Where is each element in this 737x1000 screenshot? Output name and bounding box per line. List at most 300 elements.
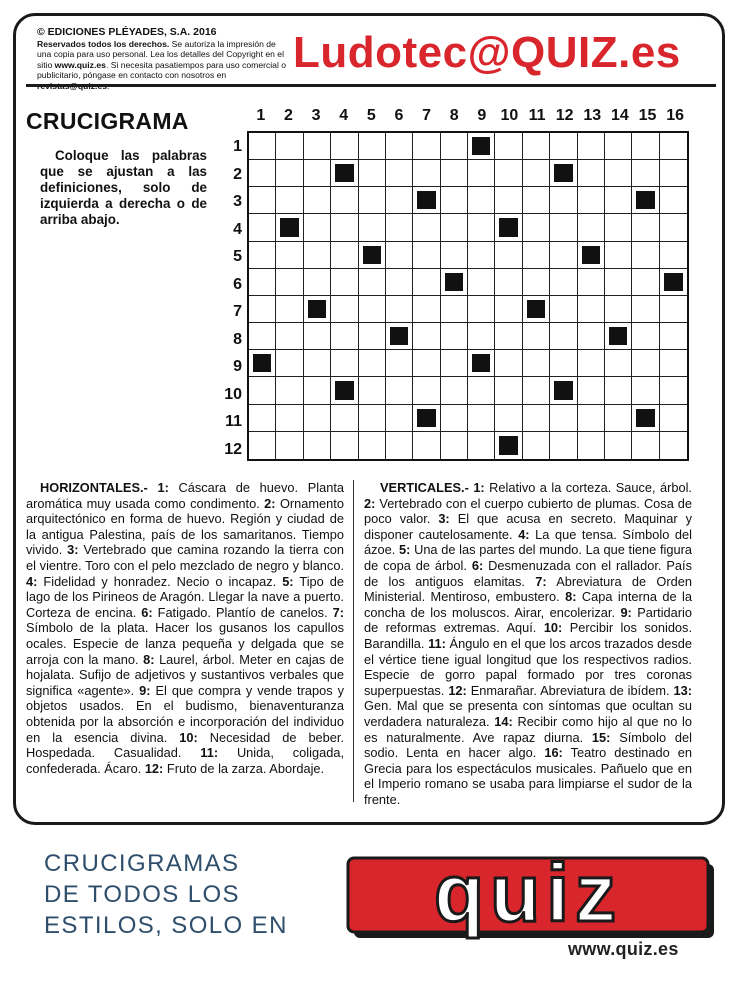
grid-cell[interactable] [413, 160, 440, 187]
vertical-clue-number: 8: [565, 589, 577, 605]
grid-cell[interactable] [386, 377, 413, 404]
grid-cell[interactable] [632, 323, 659, 350]
column-number: 14 [611, 107, 629, 124]
grid-cell[interactable] [249, 160, 276, 187]
puzzle-title: CRUCIGRAMA [26, 108, 189, 134]
grid-cell[interactable] [386, 160, 413, 187]
vertical-clue-text: La que tensa. Símbolo del ázoe. [364, 526, 692, 558]
horizontal-clue-text: Fatigado. Plantío de canelos. [157, 604, 328, 620]
grid-cell[interactable] [523, 350, 550, 377]
vertical-clue-text: Desmenuzada con el rallador. País de los antiguos elamitas. [364, 557, 692, 589]
grid-cell[interactable] [413, 350, 440, 377]
grid-cell[interactable] [468, 187, 495, 214]
grid-cell[interactable] [605, 187, 632, 214]
column-number: 10 [500, 107, 519, 124]
grid-cell[interactable] [523, 242, 550, 269]
grid-cell[interactable] [605, 160, 632, 187]
grid-cell[interactable] [578, 323, 605, 350]
vertical-clue-text: Abreviatura de Orden Ministerial. Mentiroso, embustero. [364, 573, 692, 605]
horizontal-clue-number: 5: [282, 573, 294, 589]
grid-cell[interactable] [550, 214, 577, 241]
grid-cell[interactable] [441, 214, 468, 241]
horizontal-clue-text: Unida, coligada, confederada. Ácaro. [26, 745, 344, 776]
grid-cell[interactable] [468, 296, 495, 323]
vertical-clue-text: Una de las partes del mundo. La que tiene figura de copa de árbol. [364, 542, 692, 573]
grid-cell[interactable] [495, 187, 522, 214]
horizontal-clue-number: 3: [67, 542, 79, 558]
grid-cell[interactable] [276, 350, 303, 377]
grid-cell[interactable] [578, 405, 605, 432]
vertical-clue-text: Símbolo del sodio. Lenta en hacer algo. [364, 729, 692, 761]
vertical-clue-text: Recibir como hijo al que no lo es naturalmente. Ave rapaz diurna. [364, 713, 692, 745]
grid-cell[interactable] [304, 269, 331, 296]
grid-cell[interactable] [495, 350, 522, 377]
grid-cell[interactable] [550, 405, 577, 432]
row-number: 10 [224, 385, 242, 403]
row-number: 1 [233, 138, 242, 155]
column-number: 2 [283, 107, 293, 124]
grid-cell[interactable] [578, 214, 605, 241]
grid-cell[interactable] [632, 214, 659, 241]
vertical-clue-number: 1: [473, 480, 485, 495]
grid-cell[interactable] [468, 377, 495, 404]
grid-cell[interactable] [386, 187, 413, 214]
grid-cell[interactable] [605, 350, 632, 377]
horizontal-clue-text: Símbolo de la plata. Hacer los gusanos los capullos ocales. Especie de lanza pequeña y delgada que se arroja con la mano. [26, 620, 344, 667]
black-cell [331, 160, 358, 187]
grid-cell[interactable] [468, 432, 495, 459]
copyright-rights: Reservados todos los derechos. [37, 39, 170, 49]
black-cell [523, 296, 550, 323]
grid-cell[interactable] [359, 432, 386, 459]
grid-cell[interactable] [441, 160, 468, 187]
grid-cell[interactable] [386, 242, 413, 269]
grid-cell[interactable] [386, 405, 413, 432]
promo-line-2: DE TODOS LOS [44, 881, 240, 908]
grid-cell[interactable] [660, 133, 687, 160]
row-number: 7 [233, 303, 242, 320]
grid-cell[interactable] [632, 296, 659, 323]
copyright-site-link[interactable]: www.quiz.es [54, 59, 106, 70]
header-divider [26, 84, 716, 87]
grid-cell[interactable] [495, 377, 522, 404]
grid-cell[interactable] [331, 432, 358, 459]
grid-cell[interactable] [249, 323, 276, 350]
grid-cell[interactable] [441, 350, 468, 377]
grid-cell[interactable] [359, 323, 386, 350]
grid-cell[interactable] [304, 377, 331, 404]
grid-cell[interactable] [276, 242, 303, 269]
grid-cell[interactable] [550, 323, 577, 350]
black-cell [386, 323, 413, 350]
grid-cell[interactable] [578, 187, 605, 214]
grid-cell[interactable] [660, 405, 687, 432]
quiz-logo-text: quiz [434, 848, 622, 939]
grid-cell[interactable] [276, 133, 303, 160]
grid-cell[interactable] [632, 242, 659, 269]
horizontal-clue-text: Vertebrado que camina rozando la tierra con el vientre. Toro con el pelo mezclado de negro y blanco. [26, 542, 344, 573]
row-number: 2 [233, 165, 242, 183]
grid-cell[interactable] [249, 187, 276, 214]
grid-cell[interactable] [550, 187, 577, 214]
black-cell [413, 187, 440, 214]
grid-cell[interactable] [605, 432, 632, 459]
vertical-clue-text: Gen. Mal que se presenta con síntomas que ocultan su verdadera naturaleza. [364, 698, 692, 729]
horizontal-clue-text: Ornamento arquitectónico en forma de huevo. Región y ciudad de la antigua Palestina, país de los samaritanos. Tiempo vivido. [26, 495, 344, 558]
grid-cell[interactable] [578, 160, 605, 187]
grid-cell[interactable] [660, 242, 687, 269]
column-number: 15 [638, 107, 657, 124]
grid-cell[interactable] [441, 432, 468, 459]
horizontal-clue-number: 8: [143, 651, 155, 667]
grid-cell[interactable] [550, 242, 577, 269]
black-cell [249, 350, 276, 377]
horizontal-clue-number: 6: [141, 604, 153, 620]
grid-cell[interactable] [495, 323, 522, 350]
vertical-clue-number: 4: [518, 526, 530, 542]
row-number: 11 [225, 413, 242, 430]
vertical-clue-number: 6: [471, 557, 484, 573]
grid-cell[interactable] [605, 133, 632, 160]
horizontal-clue-number: 2: [264, 495, 276, 511]
grid-cell[interactable] [660, 296, 687, 323]
vertical-clue-number: 9: [620, 604, 632, 620]
grid-cell[interactable] [386, 133, 413, 160]
grid-cell[interactable] [304, 323, 331, 350]
grid-cell[interactable] [495, 296, 522, 323]
grid-cell[interactable] [495, 269, 522, 296]
grid-cell[interactable] [359, 296, 386, 323]
grid-cell[interactable] [578, 377, 605, 404]
vertical-clues [364, 480, 692, 807]
grid-cell[interactable] [413, 269, 440, 296]
grid-cell[interactable] [660, 214, 687, 241]
grid-cell[interactable] [468, 405, 495, 432]
row-number: 4 [233, 220, 242, 238]
vertical-clue-number: 10: [543, 620, 563, 636]
column-number: 16 [666, 107, 685, 124]
grid-cell[interactable] [331, 405, 358, 432]
grid-cell[interactable] [660, 323, 687, 350]
grid-cell[interactable] [605, 405, 632, 432]
grid-cell[interactable] [359, 133, 386, 160]
grid-cell[interactable] [249, 296, 276, 323]
puzzle-instructions: Coloque las palabras que se ajustan a las definiciones, solo de izquierda a derecha o de arriba abajo. [40, 148, 207, 227]
grid-cell[interactable] [632, 377, 659, 404]
grid-cell[interactable] [605, 242, 632, 269]
black-cell [359, 242, 386, 269]
grid-cell[interactable] [249, 269, 276, 296]
horizontal-clue-text: Laurel, árbol. Meter en cajas de hojalata. Sufijo de adjetivos y sustantivos verbales que significa «agente». [26, 651, 345, 698]
grid-cell[interactable] [660, 432, 687, 459]
grid-cell[interactable] [359, 405, 386, 432]
vertical-clue-number: 15: [591, 729, 611, 745]
vertical-clue-number: 12: [448, 682, 467, 698]
horizontal-clues-label: HORIZONTALES.- [40, 480, 148, 495]
vertical-clue-text: Relativo a la corteza. Sauce, árbol. [489, 480, 692, 495]
grid-cell[interactable] [413, 133, 440, 160]
row-number: 12 [224, 440, 242, 458]
grid-cell[interactable] [523, 432, 550, 459]
horizontal-clue-number: 11: [200, 745, 219, 761]
grid-cell[interactable] [249, 133, 276, 160]
horizontal-clue-text: Fruto de la zarza. Abordaje. [166, 760, 325, 776]
black-cell [441, 269, 468, 296]
horizontal-clue-number: 9: [139, 682, 151, 698]
vertical-clue-text: Partidario de reformas extremas. Aquí. [364, 604, 693, 636]
grid-cell[interactable] [605, 214, 632, 241]
vertical-clue-number: 2: [364, 495, 376, 511]
grid-cell[interactable] [605, 269, 632, 296]
grid-cell[interactable] [249, 242, 276, 269]
grid-cell[interactable] [386, 350, 413, 377]
column-number: 7 [422, 107, 432, 124]
grid-cell[interactable] [413, 242, 440, 269]
black-cell [605, 323, 632, 350]
row-number: 6 [233, 275, 242, 293]
grid-cell[interactable] [331, 350, 358, 377]
grid-cell[interactable] [413, 432, 440, 459]
grid-cell[interactable] [632, 350, 659, 377]
horizontal-clue-text: Cáscara de huevo. Planta aromática muy usada como condimento. [26, 480, 344, 511]
vertical-clue-number: 14: [494, 713, 513, 729]
row-number: 9 [233, 358, 242, 375]
column-number: 9 [477, 107, 487, 124]
horizontal-clue-text: Necesidad de beber. Hospedada. Casualidad. [26, 729, 345, 761]
grid-cell[interactable] [359, 377, 386, 404]
grid-cell[interactable] [550, 350, 577, 377]
black-cell [468, 350, 495, 377]
crossword-grid[interactable] [247, 131, 689, 461]
vertical-clue-text: Teatro destinado en Grecia para los espectáculos musicales. Pañuelo que en el Imperio romano se usaba para limpiarse el sudor de la frente. [364, 745, 692, 807]
quiz-logo[interactable] [345, 835, 725, 955]
grid-cell[interactable] [304, 242, 331, 269]
grid-cell[interactable] [495, 242, 522, 269]
horizontal-clue-number: 1: [157, 480, 169, 495]
grid-cell[interactable] [605, 296, 632, 323]
grid-cell[interactable] [605, 377, 632, 404]
grid-cell[interactable] [550, 133, 577, 160]
grid-cell[interactable] [523, 214, 550, 241]
horizontal-clue-number: 12: [144, 760, 164, 776]
grid-cell[interactable] [660, 187, 687, 214]
grid-cell[interactable] [632, 269, 659, 296]
grid-cell[interactable] [550, 269, 577, 296]
grid-cell[interactable] [550, 296, 577, 323]
column-number: 12 [555, 107, 574, 124]
vertical-clues-label: VERTICALES.- [380, 480, 469, 495]
grid-cell[interactable] [304, 214, 331, 241]
grid-cell[interactable] [304, 133, 331, 160]
black-cell [331, 377, 358, 404]
grid-cell[interactable] [331, 133, 358, 160]
grid-cell[interactable] [304, 187, 331, 214]
grid-cell[interactable] [660, 160, 687, 187]
grid-cell[interactable] [660, 350, 687, 377]
copyright-notice [37, 26, 289, 91]
grid-cell[interactable] [276, 323, 303, 350]
black-cell [660, 269, 687, 296]
copyright-text-2: . Si necesita pasatiempos para uso comercial o publicitario, póngase en contacto con nosotros en [37, 59, 287, 81]
vertical-clue-number: 11: [428, 635, 446, 651]
grid-cell[interactable] [632, 133, 659, 160]
grid-cell[interactable] [441, 377, 468, 404]
grid-cell[interactable] [359, 160, 386, 187]
black-cell [550, 160, 577, 187]
grid-cell[interactable] [386, 432, 413, 459]
grid-cell[interactable] [276, 377, 303, 404]
grid-cell[interactable] [276, 160, 303, 187]
vertical-clue-number: 16: [544, 745, 563, 761]
grid-cell[interactable] [276, 187, 303, 214]
black-cell [495, 214, 522, 241]
vertical-clue-text: Vertebrado con el cuerpo cubierto de plumas. Cosa de poco valor. [364, 495, 693, 527]
grid-cell[interactable] [495, 133, 522, 160]
row-number: 3 [233, 193, 242, 210]
grid-cell[interactable] [523, 323, 550, 350]
horizontal-clue-number: 7: [332, 604, 345, 620]
quiz-url-link[interactable]: www.quiz.es [568, 939, 679, 959]
copyright-text-1: Se autoriza la impresión de una copia para uso personal. Lea los detalles del Copyright en el sitio [37, 39, 284, 70]
grid-cell[interactable] [632, 432, 659, 459]
grid-cell[interactable] [413, 296, 440, 323]
vertical-clue-number: 7: [535, 573, 547, 589]
grid-cell[interactable] [304, 432, 331, 459]
grid-cell[interactable] [276, 432, 303, 459]
grid-cell[interactable] [523, 187, 550, 214]
grid-cell[interactable] [441, 242, 468, 269]
vertical-clue-text: El que acusa en secreto. Maquinar y disponer cautelosamente. [364, 511, 692, 542]
grid-cell[interactable] [331, 187, 358, 214]
horizontal-clue-number: 10: [179, 729, 198, 745]
black-cell [495, 432, 522, 459]
grid-cell[interactable] [441, 133, 468, 160]
horizontal-clue-text: El que compra y vende trapos y objetos usados. En el budismo, bienaventuranza obtenida por la absorción e incorporación del individuo en la esencia divina. [26, 682, 344, 745]
copyright-title: © EDICIONES PLÉYADES, S.A. 2016 [37, 26, 217, 38]
clues-divider [353, 480, 354, 802]
grid-cell[interactable] [276, 296, 303, 323]
grid-cell[interactable] [550, 432, 577, 459]
grid-cell[interactable] [249, 432, 276, 459]
grid-cell[interactable] [632, 160, 659, 187]
grid-cell[interactable] [441, 187, 468, 214]
grid-cell[interactable] [523, 133, 550, 160]
grid-cell[interactable] [359, 214, 386, 241]
grid-cell[interactable] [523, 377, 550, 404]
black-cell [632, 405, 659, 432]
grid-cell[interactable] [331, 296, 358, 323]
grid-cell[interactable] [331, 242, 358, 269]
vertical-clue-number: 5: [399, 542, 411, 558]
grid-cell[interactable] [304, 350, 331, 377]
row-number: 5 [233, 248, 242, 265]
vertical-clue-text: Ángulo en el que los arcos trazados desde el vértice tiene igual longitud que los respectivos radios. Especie de gorro papal formado por tres coronas superpuestas. [364, 635, 692, 698]
grid-cell[interactable] [578, 133, 605, 160]
grid-cell[interactable] [441, 323, 468, 350]
vertical-clue-text: Enmarañar. Abreviatura de ibídem. [470, 682, 670, 698]
column-number: 5 [366, 107, 376, 124]
grid-cell[interactable] [413, 214, 440, 241]
black-cell [468, 133, 495, 160]
grid-cell[interactable] [359, 269, 386, 296]
black-cell [632, 187, 659, 214]
grid-cell[interactable] [386, 269, 413, 296]
grid-cell[interactable] [578, 269, 605, 296]
vertical-clue-text: Percibir los sonidos. Barandilla. [364, 620, 693, 651]
grid-cell[interactable] [468, 214, 495, 241]
grid-cell[interactable] [495, 405, 522, 432]
grid-cell[interactable] [304, 160, 331, 187]
grid-cell[interactable] [413, 323, 440, 350]
grid-cell[interactable] [331, 214, 358, 241]
grid-cell[interactable] [578, 296, 605, 323]
grid-cell[interactable] [249, 214, 276, 241]
black-cell [413, 405, 440, 432]
grid-cell[interactable] [249, 377, 276, 404]
promo-line-3: ESTILOS, SOLO EN [44, 912, 288, 939]
grid-cell[interactable] [276, 269, 303, 296]
black-cell [550, 377, 577, 404]
column-number: 1 [256, 107, 266, 124]
grid-cell[interactable] [331, 323, 358, 350]
grid-cell[interactable] [441, 296, 468, 323]
grid-cell[interactable] [523, 405, 550, 432]
column-number: 3 [311, 107, 321, 124]
brand-logo: Ludotec@QUIZ.es [293, 28, 681, 77]
black-cell [304, 296, 331, 323]
vertical-clue-number: 3: [438, 511, 450, 527]
grid-cell[interactable] [276, 405, 303, 432]
column-number: 13 [583, 107, 602, 124]
grid-cell[interactable] [468, 242, 495, 269]
column-number: 4 [339, 107, 349, 124]
promo-text [44, 848, 344, 941]
vertical-clue-text: Capa interna de la concha de los moluscos. Airar, encolerizar. [364, 589, 692, 620]
grid-cell[interactable] [386, 296, 413, 323]
grid-cell[interactable] [495, 160, 522, 187]
grid-cell[interactable] [359, 187, 386, 214]
black-cell [578, 242, 605, 269]
grid-cell[interactable] [660, 377, 687, 404]
horizontal-clue-text: Tipo de lago de los Pirineos de Aragón. Llegar la nave a puerto. Corteza de encina. [26, 573, 345, 620]
column-number: 11 [528, 107, 546, 124]
grid-cell[interactable] [441, 405, 468, 432]
grid-cell[interactable] [386, 214, 413, 241]
grid-cell[interactable] [523, 269, 550, 296]
row-number: 8 [233, 330, 242, 348]
grid-cell[interactable] [249, 405, 276, 432]
column-number: 8 [449, 107, 459, 124]
grid-cell[interactable] [468, 323, 495, 350]
vertical-clue-number: 13: [673, 682, 692, 698]
grid-cell[interactable] [468, 269, 495, 296]
grid-cell[interactable] [359, 350, 386, 377]
grid-cell[interactable] [413, 377, 440, 404]
promo-line-1: CRUCIGRAMAS [44, 850, 240, 877]
horizontal-clue-number: 4: [26, 573, 38, 589]
horizontal-clues [26, 480, 344, 776]
grid-cell[interactable] [331, 269, 358, 296]
grid-cell[interactable] [468, 160, 495, 187]
grid-cell[interactable] [523, 160, 550, 187]
grid-cell[interactable] [304, 405, 331, 432]
grid-cell[interactable] [578, 432, 605, 459]
column-number: 6 [394, 107, 404, 124]
grid-cell[interactable] [578, 350, 605, 377]
black-cell [276, 214, 303, 241]
column-numbers [247, 107, 689, 127]
horizontal-clue-text: Fidelidad y honradez. Necio o incapaz. [43, 573, 277, 589]
